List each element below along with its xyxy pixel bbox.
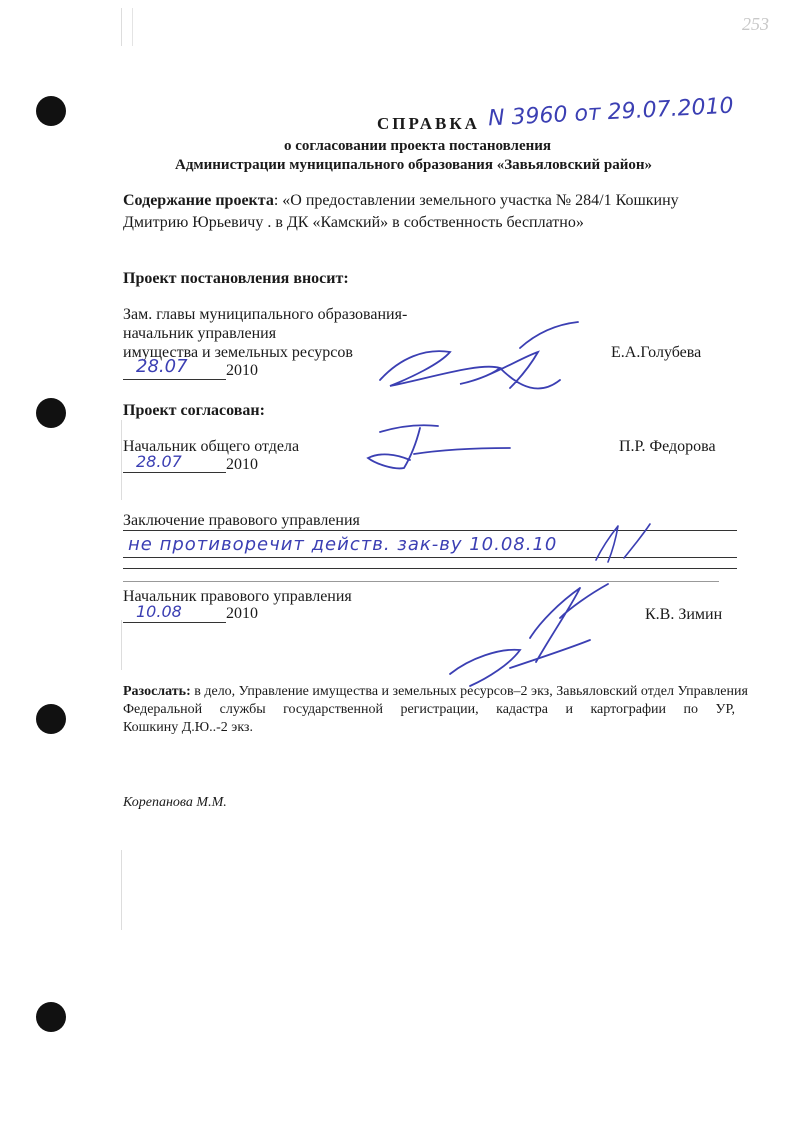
submitter-name: Е.А.Голубева [611,344,702,361]
project-content [123,192,679,210]
project-content-text: : «О предоставлении земельного участка № 284/1 Кошкину [273,192,679,209]
date-underline [123,379,226,380]
bleed-through-mark [121,420,132,500]
approval-year: 2010 [226,456,258,473]
legal-heading: Заключение правового управления [123,512,360,529]
document-subtitle: Администрации муниципального образования «Завьяловский район» [175,157,653,173]
legal-position: Начальник правового управления [123,588,352,605]
submitter-signature [370,318,590,408]
project-content-label: Содержание проекта [123,192,274,209]
submitter-position: Зам. главы муниципального образования- [123,306,408,323]
bleed-through-mark [121,850,132,930]
punch-hole [36,1002,66,1032]
legal-name: К.В. Зимин [645,606,723,623]
executor-name: Корепанова М.М. [123,795,227,810]
approval-name: П.Р. Федорова [619,438,716,455]
submitter-year: 2010 [226,362,258,379]
distribution-text: в дело, Управление имущества и земельных ресурсов–2 экз, Завьяловский отдел Управления [190,684,748,699]
corner-page-mark: 253 [742,14,769,34]
handwritten-reference-number: N 3960 от 29.07.2010 [487,93,735,132]
date-underline [123,622,226,623]
legal-year: 2010 [226,605,258,622]
conclusion-rule [123,568,737,569]
distribution-text: Федеральной службы государственной регистрации, кадастра и картографии по УР, [123,702,735,717]
approval-position: Начальник общего отдела [123,438,300,455]
punch-hole [36,96,66,126]
legal-conclusion-handwritten: не противоречит действ. зак-ву 10.08.10 [128,534,558,555]
document-title: СПРАВКА [377,114,480,133]
submitter-position: начальник управления [123,325,277,342]
submitter-date-handwritten: 28.07 [136,356,188,377]
distribution-text: Кошкину Д.Ю..-2 экз. [123,720,253,735]
conclusion-rule [123,581,719,582]
legal-initials-signature [588,518,658,568]
punch-hole [36,704,66,734]
project-content-text: Дмитрию Юрьевичу . в ДК «Камский» в собственность бесплатно» [123,214,584,231]
approval-date-handwritten: 28.07 [136,452,182,471]
bleed-through-mark [121,8,133,46]
approval-signature [360,418,520,478]
document-subtitle: о согласовании проекта постановления [284,138,552,154]
legal-date-handwritten: 10.08 [136,602,182,621]
submitter-position: имущества и земельных ресурсов [123,344,353,361]
distribution-label: Разослать: [123,684,191,699]
distribution-line [123,684,748,700]
approval-heading: Проект согласован: [123,402,265,419]
date-underline [123,472,226,473]
punch-hole [36,398,66,428]
submitter-heading: Проект постановления вносит: [123,270,349,287]
legal-signature [440,578,620,698]
bleed-through-mark [121,620,132,670]
